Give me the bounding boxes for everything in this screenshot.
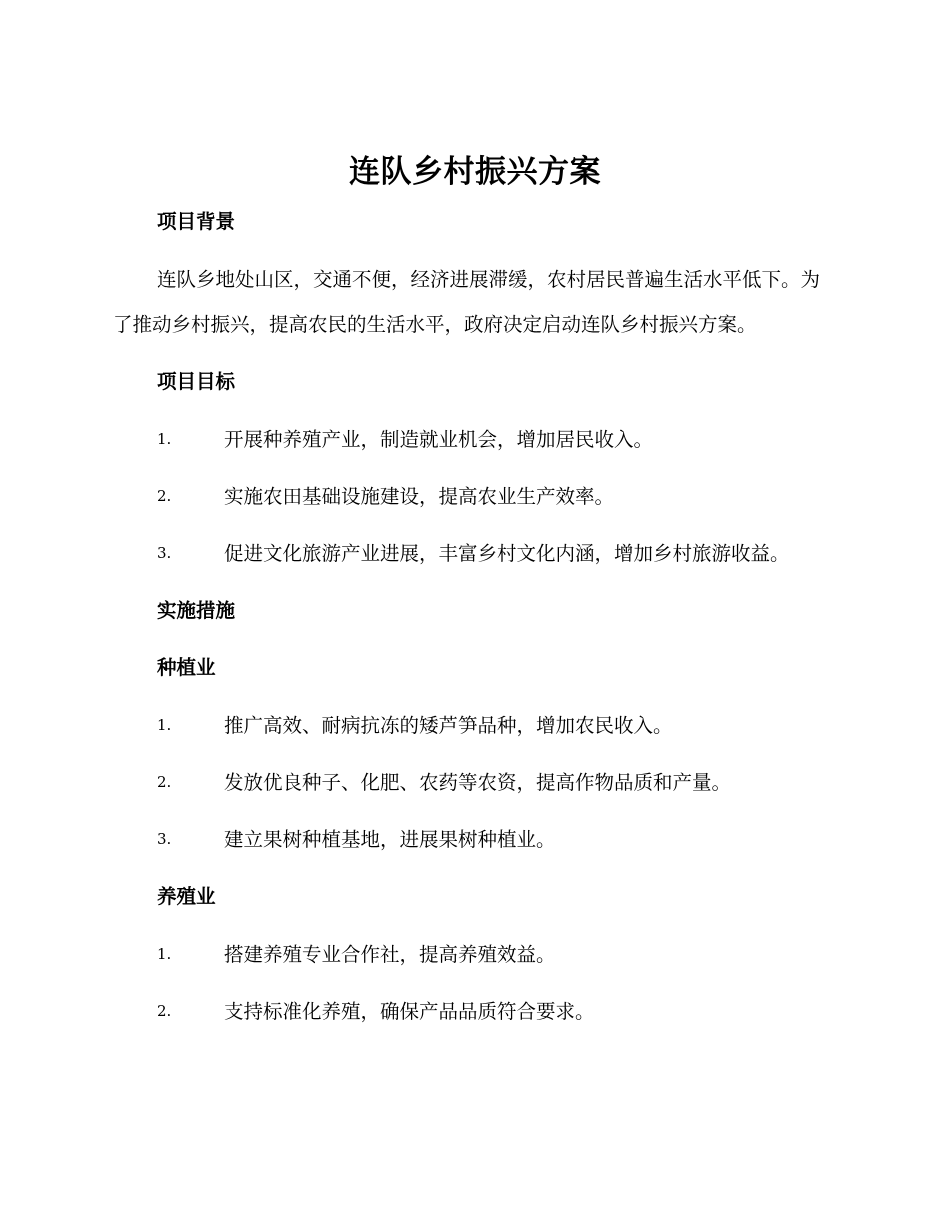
- list-item-text: 实施农田基础设施建设，提高农业生产效率。: [224, 485, 615, 508]
- section-heading-goals: 项目目标: [157, 370, 236, 393]
- breeding-list: [113, 932, 833, 1034]
- list-item-number: 2.: [157, 487, 172, 505]
- goals-list: [113, 417, 833, 576]
- list-item-text: 支持标准化养殖，确保产品品质符合要求。: [224, 1000, 595, 1023]
- list-item: [113, 932, 833, 977]
- list-item: [113, 703, 833, 748]
- background-paragraph: 连队乡地处山区，交通不便，经济进展滞缓，农村居民普遍生活水平低下。为了推动乡村振兴，提高农民的生活水平，政府决定启动连队乡村振兴方案。: [113, 268, 821, 336]
- document-title: 连队乡村振兴方案: [349, 154, 601, 190]
- section-heading-measures: 实施措施: [157, 599, 236, 622]
- list-item-text: 推广高效、耐病抗冻的矮芦笋品种，增加农民收入。: [224, 714, 673, 737]
- list-item-number: 3.: [157, 830, 172, 848]
- section-heading-planting: 种植业: [157, 656, 216, 679]
- list-item: [113, 474, 833, 519]
- list-item: [113, 817, 833, 862]
- list-item-text: 促进文化旅游产业进展，丰富乡村文化内涵，增加乡村旅游收益。: [224, 542, 790, 565]
- list-item: [113, 417, 833, 462]
- planting-list: [113, 703, 833, 862]
- list-item-number: 2.: [157, 773, 172, 791]
- document-body: [113, 200, 833, 1034]
- list-item-text: 开展种养殖产业，制造就业机会，增加居民收入。: [224, 428, 654, 451]
- list-item-number: 3.: [157, 544, 172, 562]
- section-heading-breeding: 养殖业: [157, 885, 216, 908]
- list-item: [113, 531, 833, 576]
- list-item: [113, 760, 833, 805]
- list-item-number: 1.: [157, 945, 172, 963]
- list-item-number: 1.: [157, 716, 172, 734]
- list-item-number: 2.: [157, 1002, 172, 1020]
- list-item-number: 1.: [157, 430, 172, 448]
- list-item-text: 搭建养殖专业合作社，提高养殖效益。: [224, 943, 556, 966]
- list-item-text: 建立果树种植基地，进展果树种植业。: [224, 828, 556, 851]
- list-item-text: 发放优良种子、化肥、农药等农资，提高作物品质和产量。: [224, 771, 732, 794]
- list-item: [113, 989, 833, 1034]
- section-heading-background: 项目背景: [157, 210, 236, 233]
